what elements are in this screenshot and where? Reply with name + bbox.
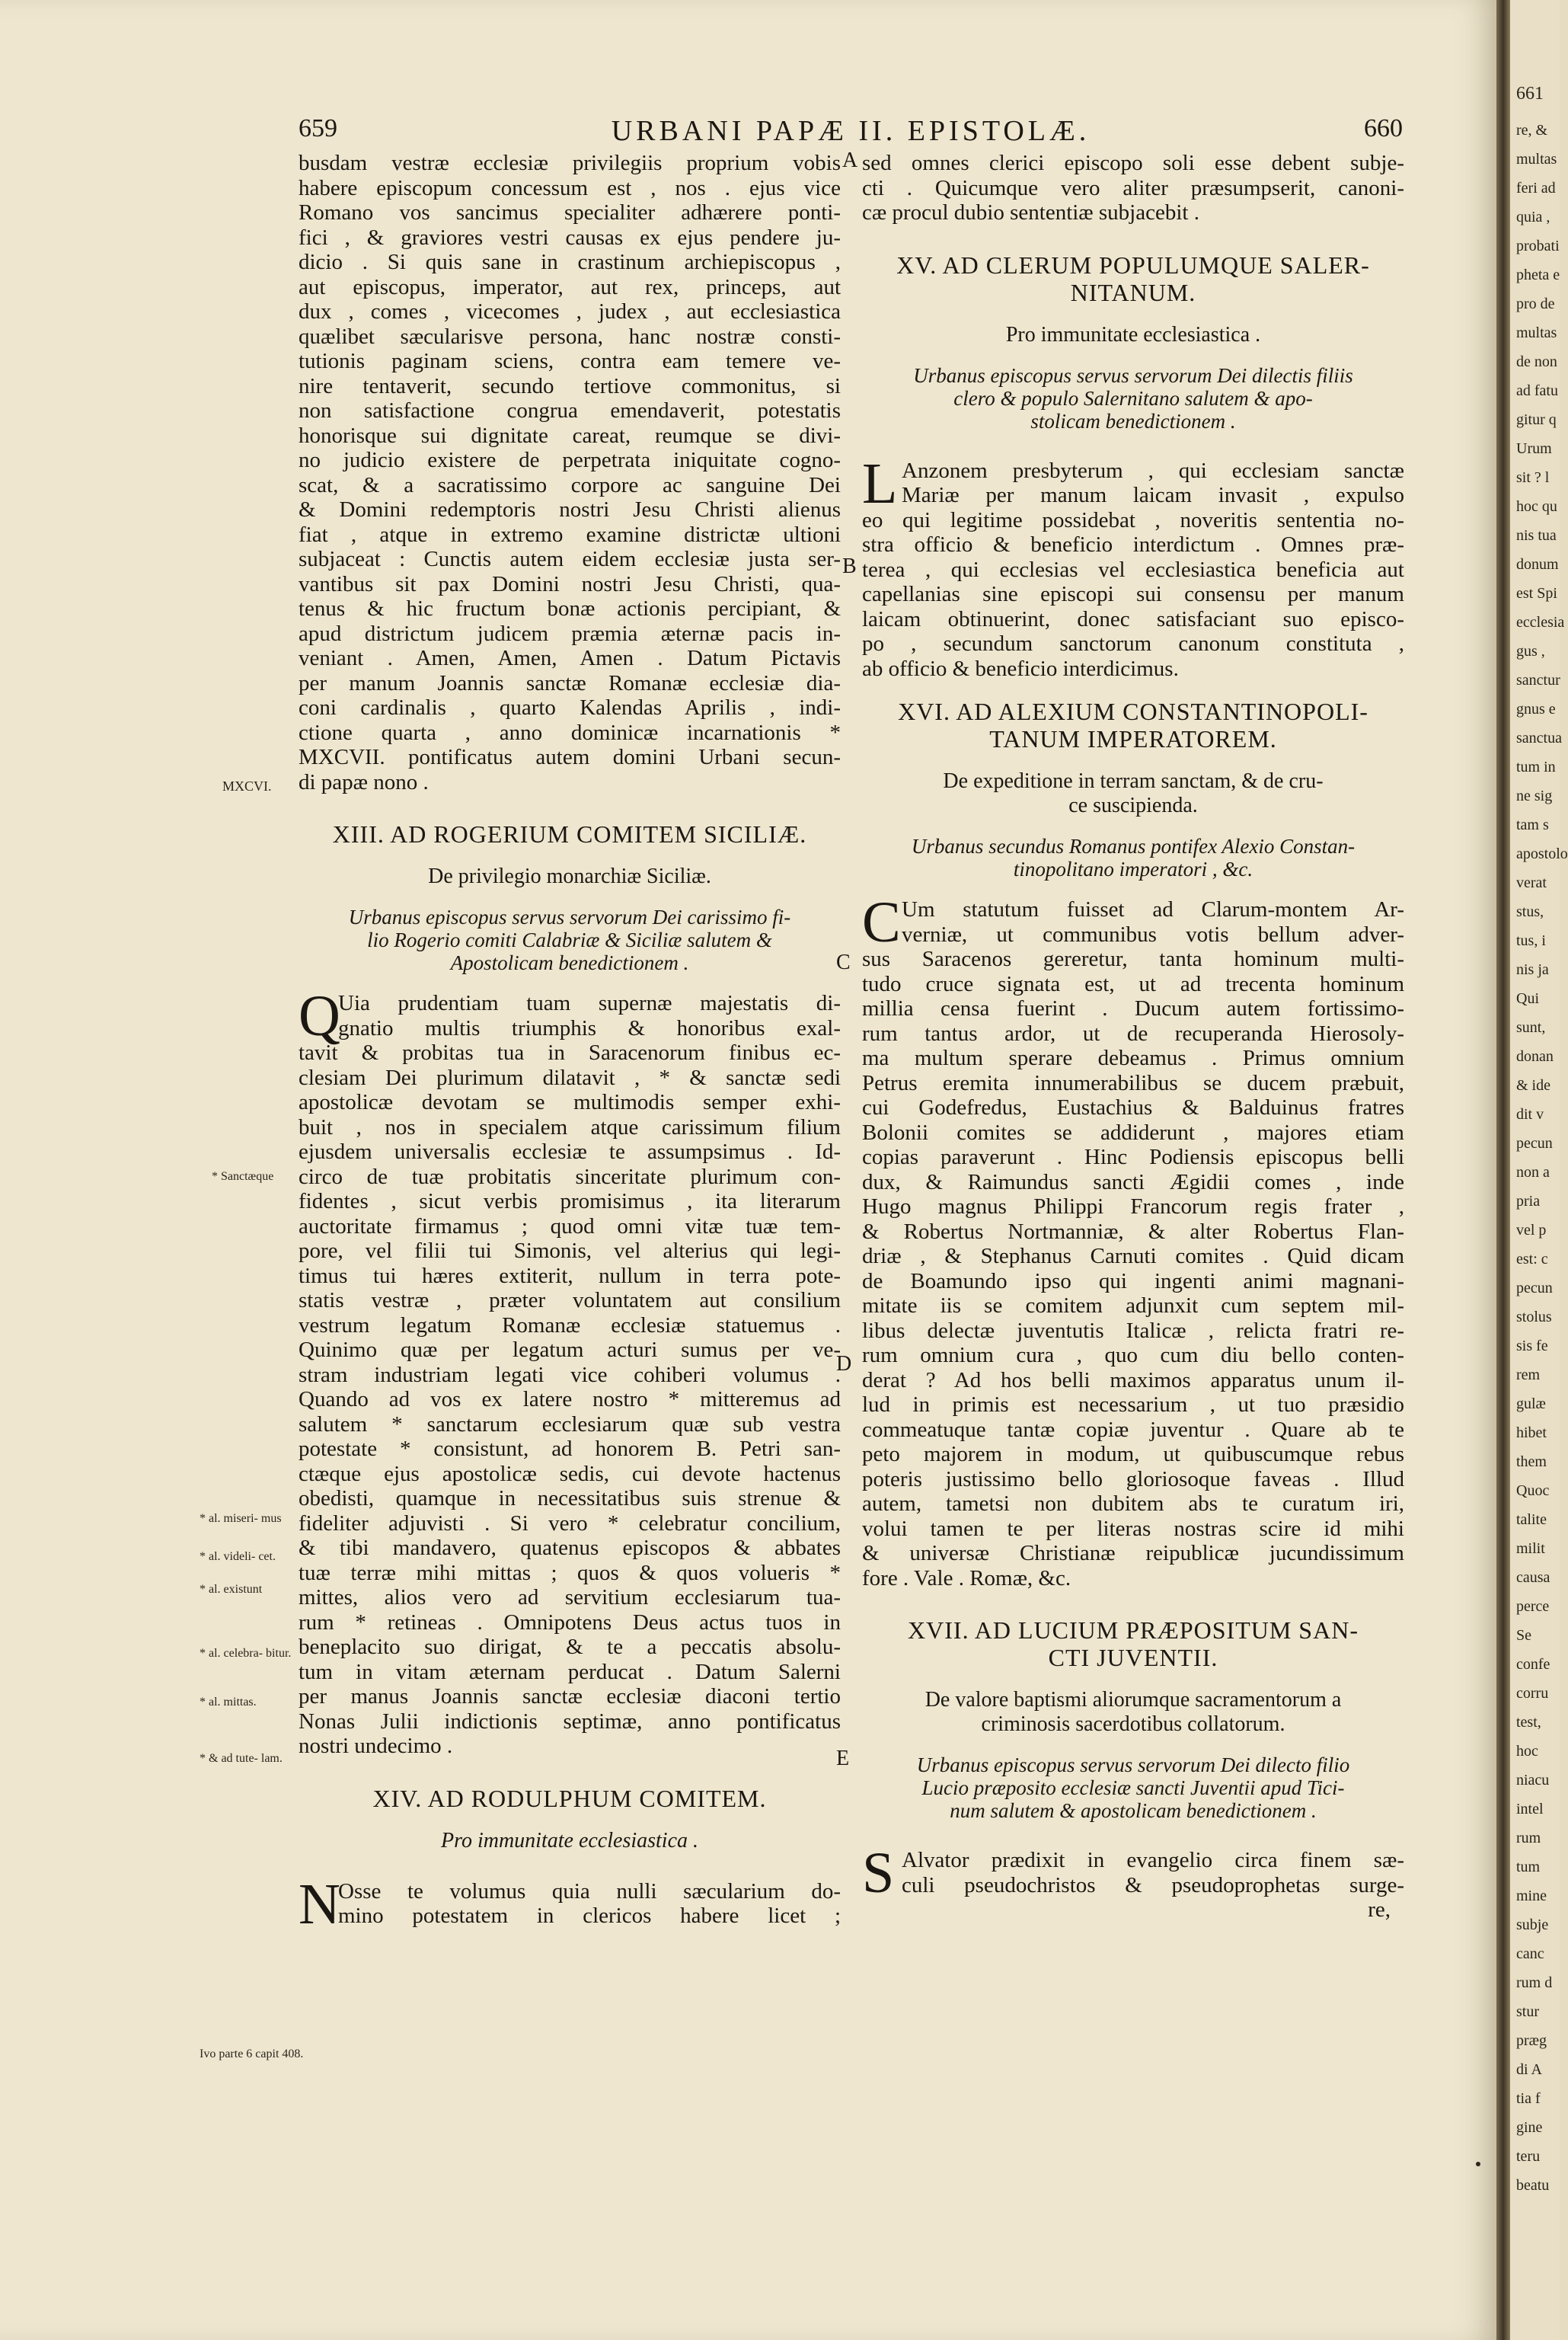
- margin-note-variant: * & ad tute- lam.: [200, 1752, 283, 1765]
- next-page-fragment-line: donum: [1516, 556, 1559, 573]
- text-line: Hugo magnus Philippi Francorum regis frater ,: [862, 1194, 1404, 1219]
- dropcap: Q: [299, 984, 340, 1048]
- text-line: millia censa fuerint . Ducum autem fortissimo-: [862, 996, 1404, 1021]
- text-line: dux , comes , vicecomes , judex , aut ecclesiastica: [299, 299, 841, 324]
- text-line: Osse te volumus quia nulli sæcularium do-: [338, 1878, 841, 1904]
- text-line: nire tentaverit, secundo tertiove commonitus, si: [299, 373, 841, 398]
- inscription-line: stolicam benedictionem .: [1030, 409, 1236, 433]
- next-page-fragment-line: tia f: [1516, 2090, 1541, 2107]
- section-title-16: TANUM IMPERATOREM.: [989, 725, 1277, 753]
- next-page-fragment-line: corru: [1516, 1685, 1549, 1702]
- text-line: ctione quarta , anno dominicæ incarnationis *: [299, 720, 841, 745]
- inscription-line: Urbanus episcopus servus servorum Dei dilecto filio: [916, 1753, 1350, 1776]
- text-line: autem, tametsi non dubitem abs te curatum iri,: [862, 1491, 1404, 1516]
- dropcap-paragraph-15: [862, 451, 1404, 516]
- book-gutter: [1496, 0, 1510, 2340]
- next-page-fragment-line: & ide: [1516, 1077, 1550, 1094]
- text-line: Alvator prædixit in evangelio circa finem sæ-: [902, 1848, 1404, 1872]
- running-title: URBANI PAPÆ II. EPISTOLÆ.: [611, 115, 1091, 147]
- text-line: Uia prudentiam tuam supernæ majestatis di-: [338, 991, 841, 1015]
- text-line: capellanias sine episcopi sui consensu per manum: [862, 582, 1404, 606]
- next-page-fragment-line: multas: [1516, 151, 1557, 168]
- text-line: stra officio & beneficio interdictum . Omnes præ-: [862, 532, 1404, 557]
- text-line: scat, & a sacratissimo corpore ac sanguine Dei: [299, 472, 841, 497]
- dropcap: N: [299, 1872, 340, 1936]
- text-line: aut episcopus, imperator, aut rex, princeps, aut: [299, 274, 841, 299]
- section-letter: A: [842, 149, 858, 172]
- next-page-fragment-line: beatu: [1516, 2177, 1550, 2194]
- next-page-number: 661: [1516, 84, 1544, 104]
- next-page-fragment-line: sit ? l: [1516, 469, 1550, 486]
- text-line: cti . Quicumque vero aliter præsumpserit, canoni-: [862, 175, 1404, 200]
- section-title-14: XIV. AD RODULPHUM COMITEM.: [372, 1784, 767, 1812]
- dropcap-paragraph-13: [299, 984, 841, 1048]
- text-line: eo qui legitime possidebat , noveritis sententia no-: [862, 507, 1404, 532]
- text-line: apud districtum judicem præmia æternæ pacis in-: [299, 621, 841, 646]
- text-line: beneplacito suo dirigat, & te a peccatis absolu-: [299, 1635, 841, 1659]
- section-title-13: XIII. AD ROGERIUM COMITEM SICILIÆ.: [332, 820, 807, 848]
- text-line: Romano vos sancimus specialiter adhærere ponti-: [299, 200, 841, 225]
- text-line: laicam obtinuerint, donec satisfaciant suo episco-: [862, 606, 1404, 631]
- text-line: & Domini redemptoris nostri Jesu Christi alienus: [299, 497, 841, 522]
- text-line: no judicio existere de perpetrata iniquitate cogno-: [299, 448, 841, 472]
- next-page-fragment-line: non a: [1516, 1164, 1550, 1181]
- text-line: vantibus sit pax Domini nostri Jesu Christi, qua-: [299, 571, 841, 596]
- next-page-fragment-line: rum d: [1516, 1974, 1553, 1991]
- next-page-fragment-line: Se: [1516, 1627, 1531, 1644]
- next-page-fragment-line: quia ,: [1516, 209, 1550, 225]
- letter-15-body: [862, 508, 1404, 682]
- next-page-fragment-line: tus, i: [1516, 932, 1546, 949]
- text-line: gnatio multis triumphis & honoribus exal-: [338, 1015, 841, 1041]
- text-line: driæ , & Stephanus Carnuti comites . Quid dicam: [862, 1244, 1404, 1268]
- text-line: volui tamen te per literas nostras scire id mihi: [862, 1516, 1404, 1541]
- section-title-15: XV. AD CLERUM POPULUMQUE SALER-: [896, 251, 1370, 279]
- text-line: terea , qui ecclesias vel ecclesiastica beneficia aut: [862, 557, 1404, 582]
- next-page-fragment-line: ecclesia: [1516, 614, 1565, 631]
- page-number-left: 659: [299, 114, 337, 142]
- text-line: Quinimo quæ per legatum acturi sumus per ve-: [299, 1338, 841, 1362]
- next-page-fragment-line: rum: [1516, 1830, 1541, 1846]
- inscription-line: Urbanus secundus Romanus pontifex Alexio Constan-: [911, 835, 1356, 858]
- next-page-fragment-line: perce: [1516, 1598, 1550, 1615]
- text-line: fidentes , sicut verbis promisimus , ita literarum: [299, 1189, 841, 1213]
- next-page-fragment-line: ne sig: [1516, 788, 1553, 804]
- margin-note-reference: Ivo parte 6 capit 408.: [200, 2048, 304, 2060]
- text-line: & Robertus Nortmanniæ, & alter Robertus Flan-: [862, 1219, 1404, 1244]
- text-line: tudo cruce signata est, ut ad trecenta hominum: [862, 971, 1404, 996]
- text-line: fideliter adjuvisti . Si vero * celebratur concilium,: [299, 1510, 841, 1536]
- text-line: verniæ, ut communibus votis bellum adver-: [902, 922, 1404, 947]
- catchword: re,: [1368, 1897, 1391, 1922]
- next-page-fragment-line: test,: [1516, 1714, 1541, 1731]
- next-page-fragment-line: præg: [1516, 2032, 1547, 2049]
- next-page-fragment-line: niacu: [1516, 1772, 1550, 1789]
- next-page-fragment-line: stus,: [1516, 903, 1544, 920]
- text-line: auctoritate firmamus ; quod omni vitæ tuæ tem-: [299, 1213, 841, 1239]
- next-page-fragment-line: pecun: [1516, 1280, 1553, 1296]
- text-line: busdam vestræ ecclesiæ privilegiis proprium vobis: [299, 151, 841, 175]
- dropcap-paragraph-16: [862, 890, 1404, 954]
- text-line: commeatuque tantæ copiæ juventur . Quare ab te: [862, 1417, 1404, 1442]
- section-subtitle-17: De valore baptismi aliorumque sacramentorum a: [925, 1688, 1342, 1712]
- margin-note-variant: * al. mittas.: [200, 1696, 257, 1709]
- text-line: copias paraverunt . Hinc Podiensis episcopus belli: [862, 1145, 1404, 1169]
- next-page-fragment-line: gus ,: [1516, 643, 1545, 660]
- next-page-fragment-line: sanctur: [1516, 672, 1560, 689]
- next-page-fragment: [1510, 0, 1568, 2340]
- next-page-fragment-line: sis fe: [1516, 1338, 1548, 1354]
- next-page-fragment-line: causa: [1516, 1569, 1550, 1586]
- running-header: [299, 114, 1403, 151]
- text-line: rum tantus ardor, ut de recuperanda Hierosoly-: [862, 1021, 1404, 1046]
- text-line: fore . Vale . Romæ, &c.: [862, 1565, 1071, 1590]
- next-page-fragment-line: rem: [1516, 1367, 1541, 1383]
- text-line: dux, & Raimundus sancti Ægidii comes , inde: [862, 1169, 1404, 1194]
- next-page-fragment-line: talite: [1516, 1511, 1547, 1528]
- next-page-fragment-line: ad fatu: [1516, 382, 1558, 399]
- text-line: fici , & graviores vestri causas ex ejus pendere ju-: [299, 225, 841, 250]
- section-subtitle-14: Pro immunitate ecclesiastica .: [441, 1828, 698, 1852]
- text-line: stram industriam legati vice cohiberi volumus .: [299, 1362, 841, 1387]
- text-line: libus delectæ juventutis Italicæ , relicta fratri re-: [862, 1318, 1404, 1343]
- text-line: ma multum sperare debeamus . Primus omnium: [862, 1046, 1404, 1070]
- inscription-13: [299, 906, 841, 974]
- next-page-fragment-line: sanctua: [1516, 730, 1562, 746]
- text-line: clesiam Dei plurimum dilatavit , * & sanctæ sedi: [299, 1065, 841, 1090]
- inscription-line: Urbanus episcopus servus servorum Dei carissimo fi-: [348, 906, 791, 929]
- inscription-line: tinopolitano imperatori , &c.: [1013, 858, 1253, 881]
- text-line: ctæque ejus apostolicæ sedis, cui devote hactenus: [299, 1461, 841, 1486]
- section-subtitle-16: ce suscipienda.: [1068, 794, 1198, 817]
- page-number-right: 660: [1364, 114, 1403, 142]
- text-line: circo de tuæ probitatis sinceritate plurimum con-: [299, 1164, 841, 1189]
- next-page-fragment-line: gitur q: [1516, 411, 1557, 428]
- next-page-fragment-line: dit v: [1516, 1106, 1544, 1123]
- text-line: tavit & probitas tua in Saracenorum finibus ec-: [299, 1041, 841, 1065]
- next-page-fragment-line: tum: [1516, 1859, 1541, 1875]
- margin-note-variant: * Sanctæque: [212, 1170, 274, 1183]
- text-line: veniant . Amen, Amen, Amen . Datum Pictavis: [299, 646, 841, 670]
- section-letter: B: [842, 555, 857, 578]
- left-column: [299, 151, 841, 1936]
- letter-16-body: [862, 947, 1404, 1590]
- text-line: Anzonem presbyterum , qui ecclesiam sanctæ: [902, 458, 1404, 483]
- text-line: lud in primis est necessarium , ut tuo præsidio: [862, 1392, 1404, 1417]
- text-line: apostolicæ devotam se multimodis semper exhi-: [299, 1090, 841, 1114]
- text-line: Nonas Julii indictionis septimæ, anno pontificatus: [299, 1709, 841, 1734]
- margin-note-year: MXCVI.: [222, 778, 272, 794]
- margin-note-variant: * al. existunt: [200, 1583, 263, 1596]
- next-page-fragment-line: vel p: [1516, 1222, 1547, 1239]
- text-line: rum * retineas . Omnipotens Deus actus tuos in: [299, 1610, 841, 1635]
- section-title-17: CTI JUVENTII.: [1048, 1644, 1218, 1671]
- inscription-15: [862, 364, 1404, 433]
- text-line: pore, vel filii tui Simonis, vel alterius qui legi-: [299, 1239, 841, 1263]
- text-line: mittes, alios vero ad servitium ecclesiarum tua-: [299, 1585, 841, 1610]
- section-subtitle-16: De expeditione in terram sanctam, & de cru-: [943, 769, 1324, 793]
- dropcap-paragraph-14: [299, 1872, 841, 1936]
- inscription-16: [862, 835, 1404, 881]
- text-line: mino potestatem in clericos habere licet ;: [338, 1904, 841, 1928]
- inscription-line: Lucio præposito ecclesiæ sancti Juventii apud Tici-: [921, 1776, 1345, 1799]
- next-page-fragment-line: di A: [1516, 2061, 1542, 2078]
- text-line: poteris justissimo bello gloriosoque faveas . Illud: [862, 1466, 1404, 1491]
- next-page-fragment-line: teru: [1516, 2148, 1541, 2165]
- text-line: mitate iis se comitem adjunxit cum septem mil-: [862, 1293, 1404, 1318]
- next-page-fragment-line: de non: [1516, 353, 1557, 370]
- text-line: po , secundum sanctorum canonum constituta ,: [862, 631, 1404, 656]
- margin-note-variant: * al. celebra- bitur.: [200, 1647, 292, 1660]
- text-line: subjaceat : Cunctis autem eidem ecclesiæ justa ser-: [299, 547, 841, 571]
- next-page-fragment-line: them: [1516, 1453, 1547, 1470]
- next-page-fragment-line: Urum: [1516, 440, 1552, 457]
- letter-12-continuation: [299, 151, 841, 794]
- text-line: Petrus eremita innumerabilibus se ducem præbuit,: [862, 1070, 1404, 1095]
- text-line: per manus Joannis sanctæ ecclesiæ diaconi tertio: [299, 1684, 841, 1709]
- text-line: culi pseudochristos & pseudoprophetas surge-: [902, 1872, 1404, 1897]
- text-line: tuæ terræ mihi mittas ; quos & quos volueris *: [299, 1560, 841, 1585]
- next-page-fragment-line: hoc qu: [1516, 498, 1557, 515]
- dropcap-paragraph-17: [862, 1841, 1404, 1905]
- next-page-fragment-line: re, &: [1516, 122, 1548, 139]
- text-line: Bolonii comites se addiderunt , majores etiam: [862, 1120, 1404, 1145]
- inscription-line: clero & populo Salernitano salutem & apo-: [953, 386, 1313, 410]
- next-page-fragment-line: pheta e: [1516, 267, 1560, 283]
- text-line: non satisfactione congrua emendaverit, potestatis: [299, 398, 841, 423]
- next-page-fragment-line: sunt,: [1516, 1019, 1546, 1036]
- next-page-fragment-line: est Spi: [1516, 585, 1557, 602]
- letter-14-continuation: [862, 151, 1404, 225]
- margin-note-variant: * al. miseri- mus: [200, 1512, 282, 1525]
- next-page-fragment-line: probati: [1516, 238, 1560, 254]
- next-page-fragment-line: nis ja: [1516, 961, 1549, 978]
- next-page-fragment-line: gnus e: [1516, 701, 1556, 718]
- next-page-fragment-line: gulæ: [1516, 1395, 1546, 1412]
- text-line: fiat , atque in extremo examine districtæ ultioni: [299, 522, 841, 547]
- next-page-fragment-line: pecun: [1516, 1135, 1553, 1152]
- next-page-fragment-line: Qui: [1516, 990, 1539, 1007]
- next-page-fragment-line: donan: [1516, 1048, 1554, 1065]
- text-line: de Boamundo ipso qui ingenti animi magnani-: [862, 1268, 1404, 1293]
- next-page-fragment-line: pro de: [1516, 296, 1555, 312]
- text-line: peto majorem in modum, ut quibuscumque rebus: [862, 1442, 1404, 1466]
- text-line: tutionis paginam sciens, contra eam temere ve-: [299, 349, 841, 373]
- right-column: [862, 151, 1404, 1923]
- inscription-line: lio Rogerio comiti Calabriæ & Siciliæ salutem &: [367, 929, 772, 951]
- text-line: ejusdem universalis ecclesiæ te assumpsimus . Id-: [299, 1140, 841, 1164]
- dropcap: C: [862, 890, 901, 954]
- text-line: statis vestræ , præter voluntatem aut consilium: [299, 1288, 841, 1312]
- next-page-fragment-line: tam s: [1516, 817, 1549, 833]
- dropcap: S: [862, 1841, 895, 1905]
- section-subtitle-17: criminosis sacerdotibus collatorum.: [981, 1712, 1285, 1736]
- section-title-15: NITANUM.: [1070, 278, 1196, 306]
- next-page-fragment-line: multas: [1516, 324, 1557, 341]
- next-page-fragment-line: subje: [1516, 1916, 1549, 1933]
- text-line: habere episcopum concessum est , nos . ejus vice: [299, 175, 841, 200]
- text-line: Mariæ per manum laicam invasit , expulso: [902, 483, 1404, 507]
- inscription-line: Apostolicam benedictionem .: [450, 951, 689, 974]
- next-page-fragment-line: tum in: [1516, 759, 1556, 775]
- text-line: tenus & hic fructum bonæ actionis percipiant, &: [299, 596, 841, 621]
- text-line: salutem * sanctarum ecclesiarum quæ sub vestra: [299, 1411, 841, 1437]
- text-line: sed omnes clerici episcopo soli esse debent subje-: [862, 151, 1404, 175]
- section-title-17: XVII. AD LUCIUM PRÆPOSITUM SAN-: [908, 1616, 1359, 1644]
- section-subtitle-15: Pro immunitate ecclesiastica .: [1005, 322, 1261, 347]
- next-page-fragment-line: stur: [1516, 2003, 1539, 2020]
- text-line: buit , nos in specialem atque carissimum filium: [299, 1114, 841, 1140]
- text-line: potestate * consistunt, ad honorem B. Petri san-: [299, 1437, 841, 1461]
- next-page-fragment-line: milit: [1516, 1540, 1545, 1557]
- text-line: cui Godefredus, Eustachius & Balduinus fratres: [862, 1095, 1404, 1120]
- next-page-fragment-line: stolus: [1516, 1309, 1552, 1325]
- inscription-line: num salutem & apostolicam benedictionem .: [950, 1799, 1317, 1822]
- next-page-fragment-line: apostolo: [1516, 846, 1568, 862]
- text-line: cæ procul dubio sententiæ subjacebit .: [862, 200, 1199, 225]
- next-page-fragment-line: hibet: [1516, 1424, 1547, 1441]
- text-line: quælibet sæcularisve persona, hanc nostræ consti-: [299, 324, 841, 349]
- dropcap: L: [862, 451, 898, 516]
- text-line: nostri undecimo .: [299, 1734, 453, 1758]
- section-letter: D: [836, 1352, 852, 1376]
- next-page-fragment-line: pria: [1516, 1193, 1541, 1210]
- text-line: honorisque sui dignitate careat, reumque se divi-: [299, 423, 841, 448]
- text-line: obedisti, quamque in necessitatibus suis strenue &: [299, 1486, 841, 1510]
- text-line: rum omnium cura , quo cum diu bello conten-: [862, 1343, 1404, 1367]
- next-page-fragment-line: gine: [1516, 2119, 1543, 2136]
- letter-13-body: [299, 1041, 841, 1759]
- next-page-fragment-line: verat: [1516, 874, 1547, 891]
- next-page-fragment-line: confe: [1516, 1656, 1550, 1673]
- text-line: Um statutum fuisset ad Clarum-montem Ar-: [902, 897, 1404, 922]
- section-letter: C: [836, 951, 851, 974]
- next-page-fragment-line: canc: [1516, 1945, 1544, 1962]
- ink-dot: [1476, 2162, 1480, 2166]
- section-letter: E: [836, 1747, 850, 1770]
- text-line: sus Saracenos gereretur, tanta hominum multi-: [862, 947, 1404, 971]
- text-line: & tibi mandavero, quatenus episcopos & abbates: [299, 1536, 841, 1560]
- next-page-fragment-line: est: c: [1516, 1251, 1548, 1268]
- text-line: dicio . Si quis sane in crastinum archiepiscopus ,: [299, 250, 841, 274]
- text-line: vestrum legatum Romanæ ecclesiæ statuemus .: [299, 1312, 841, 1338]
- section-subtitle-13: De privilegio monarchiæ Siciliæ.: [428, 865, 711, 888]
- inscription-17: [862, 1753, 1404, 1822]
- inscription-line: Urbanus episcopus servus servorum Dei dilectis filiis: [913, 363, 1353, 387]
- text-line: Quando ad vos ex latere nostro * mitteremus ad: [299, 1387, 841, 1411]
- text-line: derat ? Ad hos belli maximos apparatus unum il-: [862, 1367, 1404, 1392]
- text-line: timus tui hæres extiterit, nullum in terra pote-: [299, 1263, 841, 1288]
- text-line: per manum Joannis sanctæ Romanæ ecclesiæ dia-: [299, 670, 841, 695]
- text-line: ab officio & beneficio interdicimus.: [862, 656, 1179, 681]
- text-line: MXCVII. pontificatus autem domini Urbani secun-: [299, 745, 841, 769]
- next-page-fragment-line: mine: [1516, 1888, 1547, 1904]
- next-page-fragment-line: nis tua: [1516, 527, 1557, 544]
- text-line: di papæ nono .: [299, 769, 429, 794]
- next-page-fragment-line: Quoc: [1516, 1482, 1550, 1499]
- margin-note-variant: * al. videli- cet.: [200, 1550, 276, 1563]
- text-line: & universæ Christianæ reipublicæ jucundissimum: [862, 1541, 1404, 1565]
- next-page-fragment-line: hoc: [1516, 1743, 1538, 1760]
- next-page-fragment-line: intel: [1516, 1801, 1544, 1817]
- section-title-16: XVI. AD ALEXIUM CONSTANTINOPOLI-: [898, 698, 1368, 725]
- text-line: tum in vitam æternam perducat . Datum Salerni: [299, 1659, 841, 1684]
- next-page-fragment-line: feri ad: [1516, 180, 1556, 197]
- text-line: coni cardinalis , quarto Kalendas Aprilis , indi-: [299, 695, 841, 720]
